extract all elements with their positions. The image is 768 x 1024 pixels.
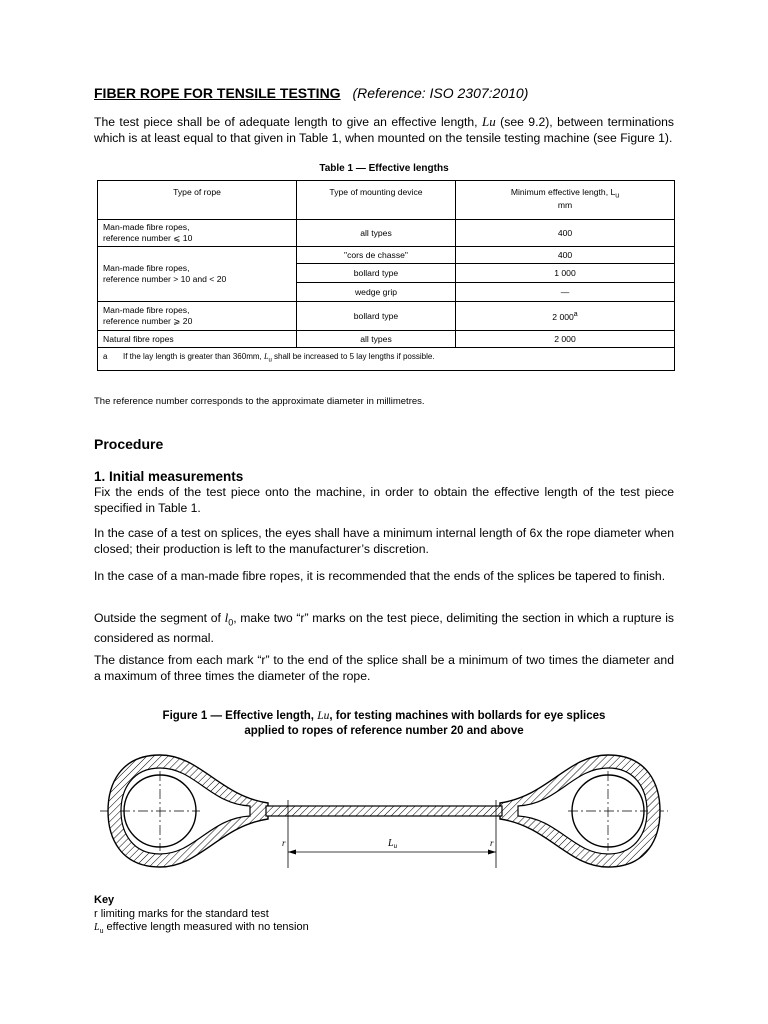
procedure-paragraph-5: The distance from each mark “r” to the end of the splice shall be a minimum of two times the diameter and a maximum of three times the diameter of the rope. xyxy=(94,653,674,683)
dimension-arrow-right xyxy=(488,850,496,855)
cell-device: all types xyxy=(297,220,456,247)
cell-length-footnote-mark: a xyxy=(573,310,578,318)
cell-length-value: 2 000 xyxy=(552,311,574,322)
mark-r-right: r xyxy=(490,838,494,848)
table-row xyxy=(98,220,675,247)
procedure-paragraph-3: In the case of a man-made fibre ropes, it is recommended that the ends of the splices be tapered to finish. xyxy=(94,569,666,583)
procedure-paragraph-4 xyxy=(94,610,674,646)
figure-caption-text-2: , for testing machines with bollards for eye splices xyxy=(329,710,606,722)
dimension-label-sub: u xyxy=(393,842,398,850)
intro-symbol: Lu xyxy=(482,114,496,129)
header-mounting-device: Type of mounting device xyxy=(297,181,456,220)
cell-device: "cors de chasse" xyxy=(297,247,456,264)
cell-length: 400 xyxy=(456,247,675,264)
cell-length: 2 000 xyxy=(456,331,675,348)
initial-measurements-heading: 1. Initial measurements xyxy=(94,469,244,484)
key-line-2-symbol: L xyxy=(94,922,100,933)
dimension-label xyxy=(387,838,398,850)
dimension-arrow-left xyxy=(288,850,296,855)
key-heading: Key xyxy=(94,894,115,906)
key-line-2-sub: u xyxy=(99,928,104,936)
footnote-mark: a xyxy=(103,352,108,362)
document-title xyxy=(94,85,694,101)
eye-splice-diagram xyxy=(0,740,768,880)
p4-symbol: l xyxy=(224,610,229,625)
mark-r-left: r xyxy=(282,838,286,848)
p4-text-1: Outside the segment of xyxy=(94,611,221,625)
cell-length: 400 xyxy=(456,220,675,247)
reference-note: The reference number corresponds to the approximate diameter in millimetres. xyxy=(94,396,425,407)
intro-paragraph xyxy=(94,114,674,146)
table-header-row xyxy=(98,181,675,220)
header-min-length-sub: u xyxy=(615,192,620,200)
cell-rope xyxy=(98,302,297,331)
intro-text-2: (see 9.2), between terminations which is at least equal to that given in Table 1, when mounted on the tensile testing machine (see Figure 1). xyxy=(94,115,675,145)
cell-rope: Natural fibre ropes xyxy=(98,331,297,348)
header-type-of-rope: Type of rope xyxy=(98,181,297,220)
cell-device: bollard type xyxy=(297,264,456,283)
rope-segment xyxy=(266,806,502,816)
intro-text-1: The test piece shall be of adequate length to give an effective length, xyxy=(94,115,478,129)
procedure-paragraph-2: In the case of a test on splices, the eyes shall have a minimum internal length of 6x the rope diameter when closed; their production is left to the manufacturer’s discretion. xyxy=(94,526,674,556)
header-unit: mm xyxy=(557,199,573,210)
footnote-symbol: L xyxy=(263,352,269,362)
cell-rope xyxy=(98,247,297,302)
table-footnote xyxy=(98,348,675,371)
effective-lengths-table xyxy=(97,180,675,371)
header-min-length-label: Minimum effective length, L xyxy=(510,187,616,197)
footnote-sub: u xyxy=(268,357,272,364)
cell-rope xyxy=(98,220,297,247)
figure-caption-text-1: Figure 1 — Effective length, xyxy=(162,710,314,722)
table-footnote-row xyxy=(98,348,675,371)
cell-device: all types xyxy=(297,331,456,348)
cell-device: wedge grip xyxy=(297,283,456,302)
table-row xyxy=(98,247,675,264)
procedure-paragraph-1: Fix the ends of the test piece onto the machine, in order to obtain the effective length of the test piece specified in Table 1. xyxy=(94,485,674,515)
cell-rope-text: Man-made fibre ropes, reference number ⩽ 10 xyxy=(103,222,193,243)
dimension-label-main: L xyxy=(388,838,394,849)
table-caption: Table 1 — Effective lengths xyxy=(319,163,449,174)
cell-device: bollard type xyxy=(297,302,456,331)
cell-length: — xyxy=(456,283,675,302)
key-line-2-text: effective length measured with no tension xyxy=(106,921,309,933)
footnote-text-2: shall be increased to 5 lay lengths if possible. xyxy=(274,352,435,362)
key-line-2 xyxy=(94,921,309,935)
cell-rope-text: Man-made fibre ropes, reference number ⩾ 20 xyxy=(103,305,193,326)
table-row xyxy=(98,331,675,348)
figure-caption-symbol: Lu xyxy=(317,710,330,722)
p4-sub: 0 xyxy=(228,617,234,628)
cell-rope-text: Man-made fibre ropes, reference number > 10 and < 20 xyxy=(103,263,227,284)
footnote-text-1: If the lay length is greater than 360mm, xyxy=(123,352,262,362)
cell-length xyxy=(456,302,675,331)
key-line-1: r limiting marks for the standard test xyxy=(94,908,269,920)
title-main: FIBER ROPE FOR TENSILE TESTING xyxy=(94,85,341,101)
cell-length: 1 000 xyxy=(456,264,675,283)
procedure-heading: Procedure xyxy=(94,436,164,452)
figure-caption-line-2: applied to ropes of reference number 20 and above xyxy=(244,725,524,737)
p4-text-2: , make two “r” marks on the test piece, delimiting the section in which a rupture is considered as normal. xyxy=(94,611,675,645)
figure-caption xyxy=(94,709,674,739)
table-row xyxy=(98,302,675,331)
header-min-length xyxy=(456,181,675,220)
title-reference: (Reference: ISO 2307:2010) xyxy=(352,85,529,101)
